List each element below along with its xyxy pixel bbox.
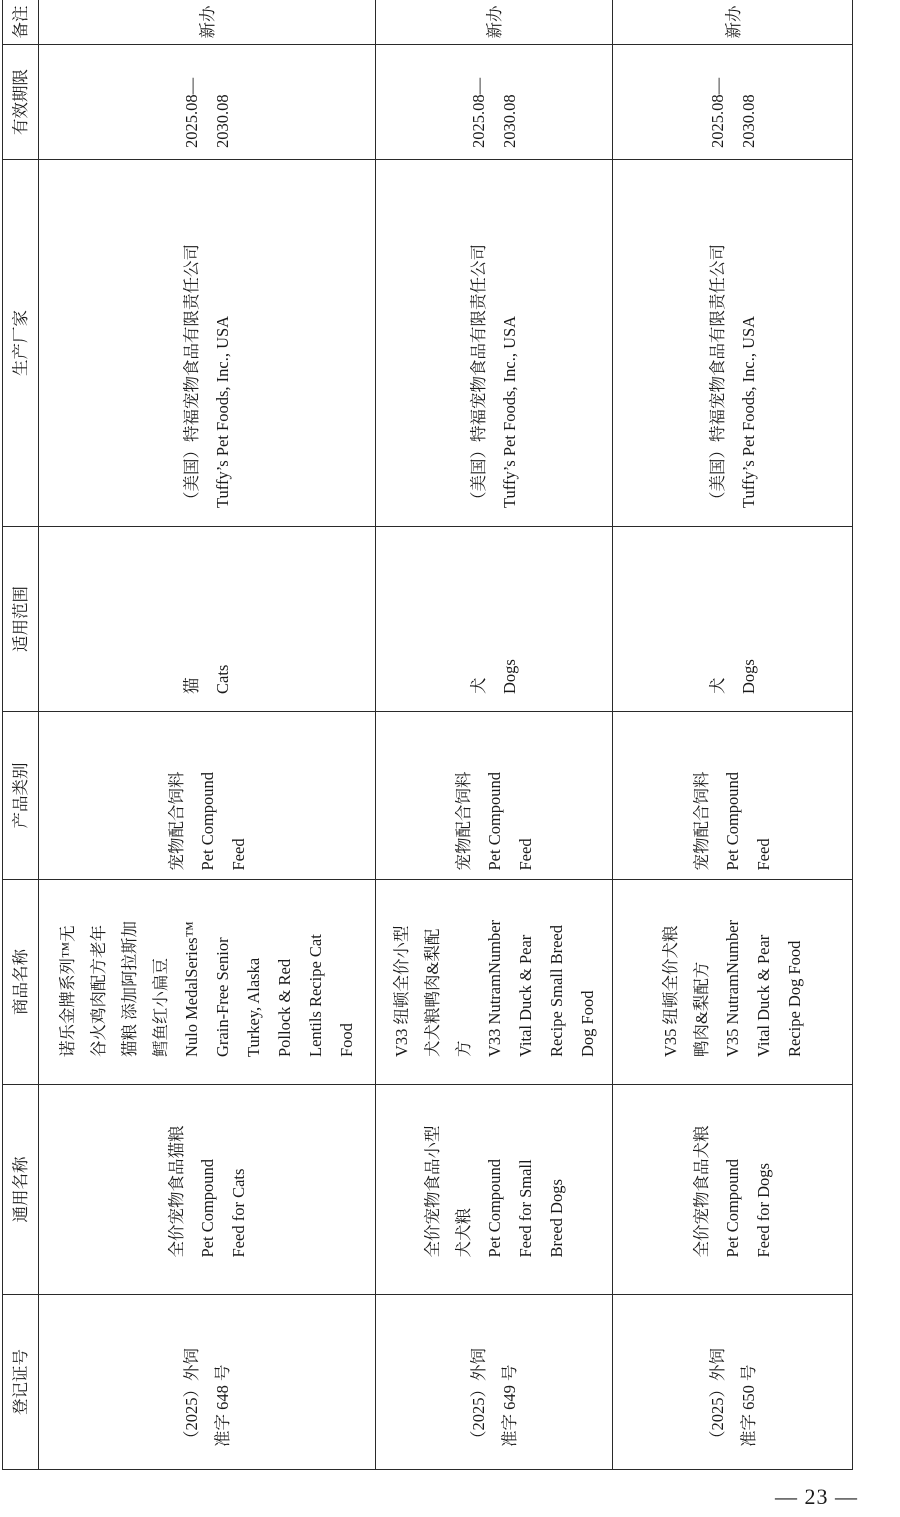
cell-line: Dogs <box>500 659 519 694</box>
header-common-name: 通用名称 <box>3 1085 39 1295</box>
cell-line: （美国）特福宠物食品有限责任公司 <box>469 244 488 508</box>
cell-line: Tuffy’s Pet Foods, Inc., USA <box>500 315 519 508</box>
cell-line: 方 <box>453 1040 473 1057</box>
reg-no-text <box>702 1317 764 1447</box>
trade-name-text <box>655 907 810 1057</box>
reg-no-cell <box>376 1295 613 1470</box>
header-row <box>3 0 39 1470</box>
header-trade-name: 商品名称 <box>3 880 39 1085</box>
cell-line: 全价宠物食品小型 <box>422 1125 442 1258</box>
common-name-cell <box>376 1085 613 1295</box>
validity-text <box>176 56 238 148</box>
cell-line: Cats <box>213 664 232 694</box>
cell-line: Vital Duck & Pear <box>754 934 773 1057</box>
header-validity: 有效期限 <box>3 45 39 160</box>
validity-cell <box>376 45 613 160</box>
cell-line: 2030.08 <box>500 94 519 148</box>
table-row <box>613 0 853 1470</box>
cell-line: Lentils Recipe Cat <box>306 934 325 1057</box>
cell-line: Pet Compound <box>197 771 217 871</box>
cell-line: Recipe Small Breed <box>546 925 566 1057</box>
table-row <box>39 0 376 1470</box>
manufacturer-cell <box>613 160 853 527</box>
cell-line: 宠物配合饲料 <box>692 771 711 871</box>
cell-line: 准字 649 号 <box>500 1364 519 1447</box>
cell-line: Pet Compound <box>484 771 504 871</box>
cell-line: 宠物配合饲料 <box>453 771 473 871</box>
category-text <box>686 721 779 871</box>
cell-line: Feed <box>754 838 773 871</box>
reg-no-cell <box>39 1295 376 1470</box>
validity-text <box>702 56 764 148</box>
cell-line: V35 纽顿全价犬粮 <box>661 925 680 1057</box>
cell-line: 犬犬粮 <box>453 1208 473 1258</box>
header-note: 备注 <box>3 0 39 45</box>
scope-text <box>463 544 525 694</box>
cell-line: 鳕鱼红小扁豆 <box>151 958 170 1057</box>
cell-line: （美国）特福宠物食品有限责任公司 <box>182 244 201 508</box>
cell-line: Feed for Cats <box>228 1168 248 1258</box>
cell-line: 犬 <box>469 677 488 694</box>
cell-line: 宠物配合饲料 <box>166 771 186 871</box>
note-text <box>192 6 223 39</box>
cell-line: Grain-Free Senior <box>213 937 232 1057</box>
cell-line: Pollock & Red <box>275 958 294 1057</box>
cell-line: 全价宠物食品猫粮 <box>166 1125 186 1258</box>
cell-line: Feed for Small <box>515 1159 535 1258</box>
trade-name-cell <box>376 880 613 1085</box>
category-cell <box>376 712 613 880</box>
header-category: 产品类别 <box>3 712 39 880</box>
common-name-text <box>417 1122 572 1258</box>
cell-line: Recipe Dog Food <box>785 940 804 1057</box>
cell-line: 鸭肉&梨配方 <box>692 961 711 1057</box>
trade-name-cell <box>613 880 853 1085</box>
cell-line: Pet Compound <box>484 1158 504 1258</box>
trade-name-cell <box>39 880 376 1085</box>
cell-line: Turkey, Alaska <box>244 957 263 1057</box>
cell-line: Pet Compound <box>197 1158 217 1258</box>
header-manufacturer: 生产厂家 <box>3 160 39 527</box>
category-cell <box>39 712 376 880</box>
cell-line: Feed <box>228 838 248 871</box>
validity-text <box>463 56 525 148</box>
cell-line: Feed <box>515 838 535 871</box>
table-row <box>376 0 613 1470</box>
cell-line: Breed Dogs <box>546 1179 566 1258</box>
common-name-cell <box>613 1085 853 1295</box>
validity-cell <box>39 45 376 160</box>
manufacturer-text <box>176 178 238 508</box>
cell-line: 2025.08— <box>469 77 488 148</box>
cell-line: 准字 650 号 <box>738 1364 758 1447</box>
common-name-cell <box>39 1085 376 1295</box>
cell-line: 新办 <box>198 5 218 39</box>
cell-line: Tuffy’s Pet Foods, Inc., USA <box>213 315 232 508</box>
cell-line: 诺乐金牌系列™无 <box>58 925 77 1057</box>
validity-cell <box>613 45 853 160</box>
cell-line: 谷火鸡肉配方老年 <box>89 925 108 1057</box>
cell-line: 全价宠物食品犬粮 <box>692 1125 711 1258</box>
scope-text <box>176 544 238 694</box>
scope-text <box>702 544 764 694</box>
cell-line: Tuffy’s Pet Foods, Inc., USA <box>738 315 758 508</box>
cell-line: V33 NutramNumber <box>484 919 504 1057</box>
cell-line: Dog Food <box>577 990 597 1057</box>
common-name-text <box>686 1122 779 1258</box>
cell-line: （2025）外饲 <box>707 1348 727 1447</box>
manufacturer-cell <box>376 160 613 527</box>
category-text <box>448 721 541 871</box>
cell-line: 新办 <box>723 5 743 39</box>
trade-name-text <box>52 907 362 1057</box>
cell-line: （2025）外饲 <box>469 1348 488 1447</box>
cell-line: Vital Duck & Pear <box>515 934 535 1057</box>
scope-cell <box>39 527 376 712</box>
cell-line: 猫 <box>182 677 201 694</box>
cell-line: 犬犬粮鸭肉&梨配 <box>422 928 442 1057</box>
cell-line: V33 纽顿全价小型 <box>391 925 411 1057</box>
rotated-page <box>2 0 852 1470</box>
trade-name-text <box>386 907 603 1057</box>
registration-table <box>2 0 853 1470</box>
cell-line: Dogs <box>738 659 758 694</box>
cell-line: Nulo MedalSeries™ <box>182 921 201 1057</box>
cell-line: （2025）外饲 <box>182 1348 201 1447</box>
reg-no-text <box>176 1317 238 1447</box>
note-cell <box>39 0 376 45</box>
category-cell <box>613 712 853 880</box>
cell-line: Food <box>337 1023 356 1057</box>
cell-line: 2025.08— <box>707 77 727 148</box>
cell-line: Pet Compound <box>723 1158 742 1258</box>
cell-line: V35 NutramNumber <box>723 919 742 1057</box>
category-text <box>161 721 254 871</box>
note-cell <box>613 0 853 45</box>
note-cell <box>376 0 613 45</box>
cell-line: 新办 <box>485 5 505 39</box>
cell-line: 准字 648 号 <box>213 1364 232 1447</box>
cell-line: 2025.08— <box>182 77 201 148</box>
common-name-text <box>161 1122 254 1258</box>
cell-line: 猫粮 添加阿拉斯加 <box>120 920 139 1057</box>
cell-line: Feed for Dogs <box>754 1163 773 1258</box>
cell-line: Pet Compound <box>723 771 742 871</box>
manufacturer-text <box>702 178 764 508</box>
cell-line: 2030.08 <box>738 94 758 148</box>
cell-line: （美国）特福宠物食品有限责任公司 <box>707 244 727 508</box>
note-text <box>479 6 510 39</box>
note-text <box>718 6 749 39</box>
header-scope: 适用范围 <box>3 527 39 712</box>
manufacturer-cell <box>39 160 376 527</box>
page-number: — 23 — <box>775 1484 858 1509</box>
header-reg-no: 登记证号 <box>3 1295 39 1470</box>
scope-cell <box>376 527 613 712</box>
cell-line: 犬 <box>707 677 727 694</box>
manufacturer-text <box>463 178 525 508</box>
cell-line: 2030.08 <box>213 94 232 148</box>
scope-cell <box>613 527 853 712</box>
reg-no-cell <box>613 1295 853 1470</box>
reg-no-text <box>463 1317 525 1447</box>
